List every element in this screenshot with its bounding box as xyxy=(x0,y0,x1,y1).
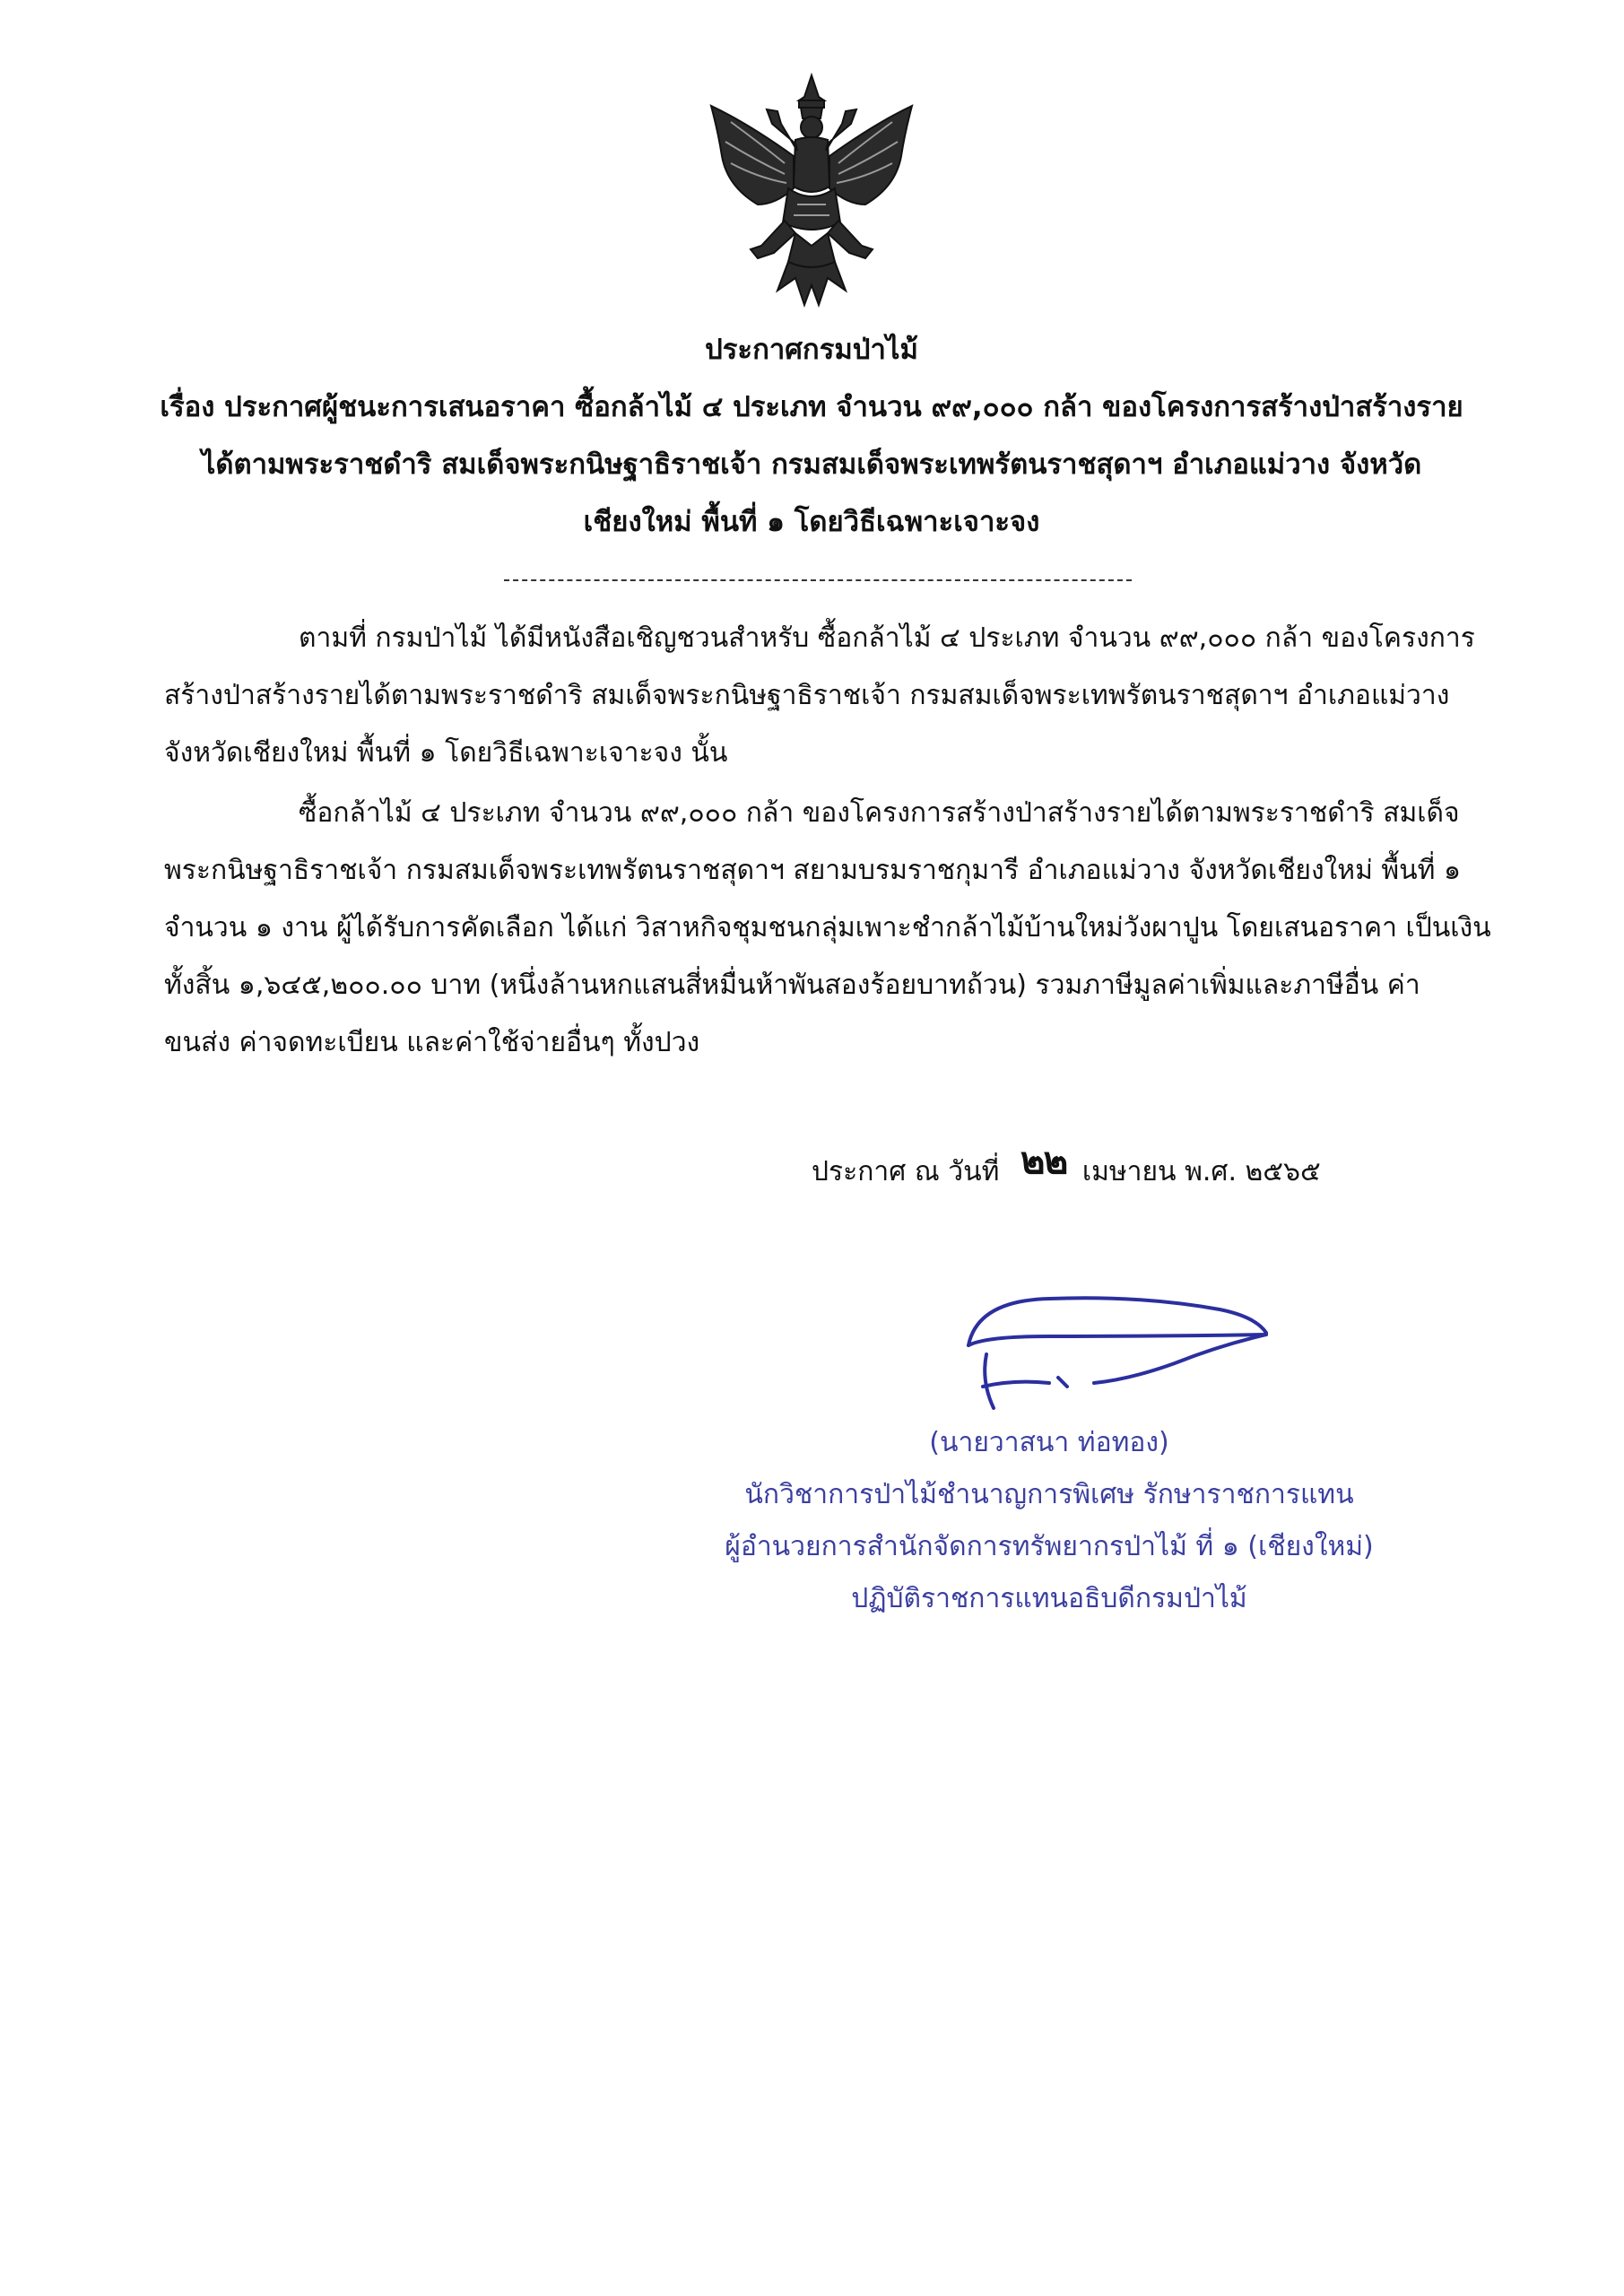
body-paragraph-2 xyxy=(164,785,1491,1072)
signer-position-3: ปฏิบัติราชการแทนอธิบดีกรมป่าไม้ xyxy=(851,1583,1247,1614)
date-month-year: เมษายน พ.ศ. ๒๕๖๕ xyxy=(1081,1156,1321,1187)
separator-line xyxy=(504,579,1132,581)
signer-block xyxy=(690,1417,1408,1625)
subject-line-1: เรื่อง ประกาศผู้ชนะการเสนอราคา ซื้อกล้าไม้ ๔ ประเภท จำนวน ๙๙,๐๐๐ กล้า ของโครงการสร้างป่าสร้างราย xyxy=(160,391,1463,423)
paragraph-2-line-3: จำนวน ๑ งาน ผู้ได้รับการคัดเลือก ได้แก่ วิสาหกิจชุมชนกลุ่มเพาะชำกล้าไม้บ้านใหม่วังผาปูน โดยเสนอราคา เป็นเงิน xyxy=(164,912,1491,944)
paragraph-2-line-2: พระกนิษฐาธิราชเจ้า กรมสมเด็จพระเทพรัตนราชสุดาฯ สยามบรมราชกุมารี อำเภอแม่วาง จังหวัดเชียงใหม่ พื้นที่ ๑ xyxy=(164,855,1462,886)
announcement-subject xyxy=(135,378,1489,551)
paragraph-1-line-2: สร้างป่าสร้างรายได้ตามพระราชดำริ สมเด็จพระกนิษฐาธิราชเจ้า กรมสมเด็จพระเทพรัตนราชสุดาฯ อำเภอแม่วาง xyxy=(164,680,1450,711)
date-day-handwritten: ๒๒ xyxy=(1020,1138,1067,1182)
announcement-title xyxy=(135,321,1489,378)
signer-position-2: ผู้อำนวยการสำนักจัดการทรัพยากรป่าไม้ ที่ ๑ (เชียงใหม่) xyxy=(725,1531,1374,1562)
body-paragraph-1 xyxy=(164,610,1475,782)
paragraph-2-line-5: ขนส่ง ค่าจดทะเบียน และค่าใช้จ่ายอื่นๆ ทั้งปวง xyxy=(164,1027,700,1058)
signer-position-1: นักวิชาการป่าไม้ชำนาญการพิเศษ รักษาราชการแทน xyxy=(744,1479,1354,1510)
subject-line-2: ได้ตามพระราชดำริ สมเด็จพระกนิษฐาธิราชเจ้า กรมสมเด็จพระเทพรัตนราชสุดาฯ อำเภอแม่วาง จังหวัด xyxy=(201,448,1422,481)
signer-name: (นายวาสนา ท่อทอง) xyxy=(929,1427,1169,1458)
date-prefix: ประกาศ ณ วันที่ xyxy=(812,1156,1000,1187)
subject-line-3: เชียงใหม่ พื้นที่ ๑ โดยวิธีเฉพาะเจาะจง xyxy=(583,506,1040,538)
title-text: ประกาศกรมป่าไม้ xyxy=(705,334,918,366)
garuda-emblem-icon xyxy=(695,70,928,312)
paragraph-1-line-1: ตามที่ กรมป่าไม้ ได้มีหนังสือเชิญชวนสำหรับ ซื้อกล้าไม้ ๔ ประเภท จำนวน ๙๙,๐๐๐ กล้า ของโครงการ xyxy=(299,622,1475,654)
paragraph-2-line-1: ซื้อกล้าไม้ ๔ ประเภท จำนวน ๙๙,๐๐๐ กล้า ของโครงการสร้างป่าสร้างรายได้ตามพระราชดำริ สมเด็จ xyxy=(299,797,1460,829)
paragraph-2-line-4: ทั้งสิ้น ๑,๖๔๕,๒๐๐.๐๐ บาท (หนึ่งล้านหกแสนสี่หมื่นห้าพันสองร้อยบาทถ้วน) รวมภาษีมูลค่าเพิ่มและภาษีอื่น ค่า xyxy=(164,970,1420,1001)
handwritten-signature xyxy=(951,1283,1273,1426)
paragraph-1-line-3: จังหวัดเชียงใหม่ พื้นที่ ๑ โดยวิธีเฉพาะเจาะจง นั้น xyxy=(164,737,728,769)
announcement-date xyxy=(812,1139,1321,1201)
